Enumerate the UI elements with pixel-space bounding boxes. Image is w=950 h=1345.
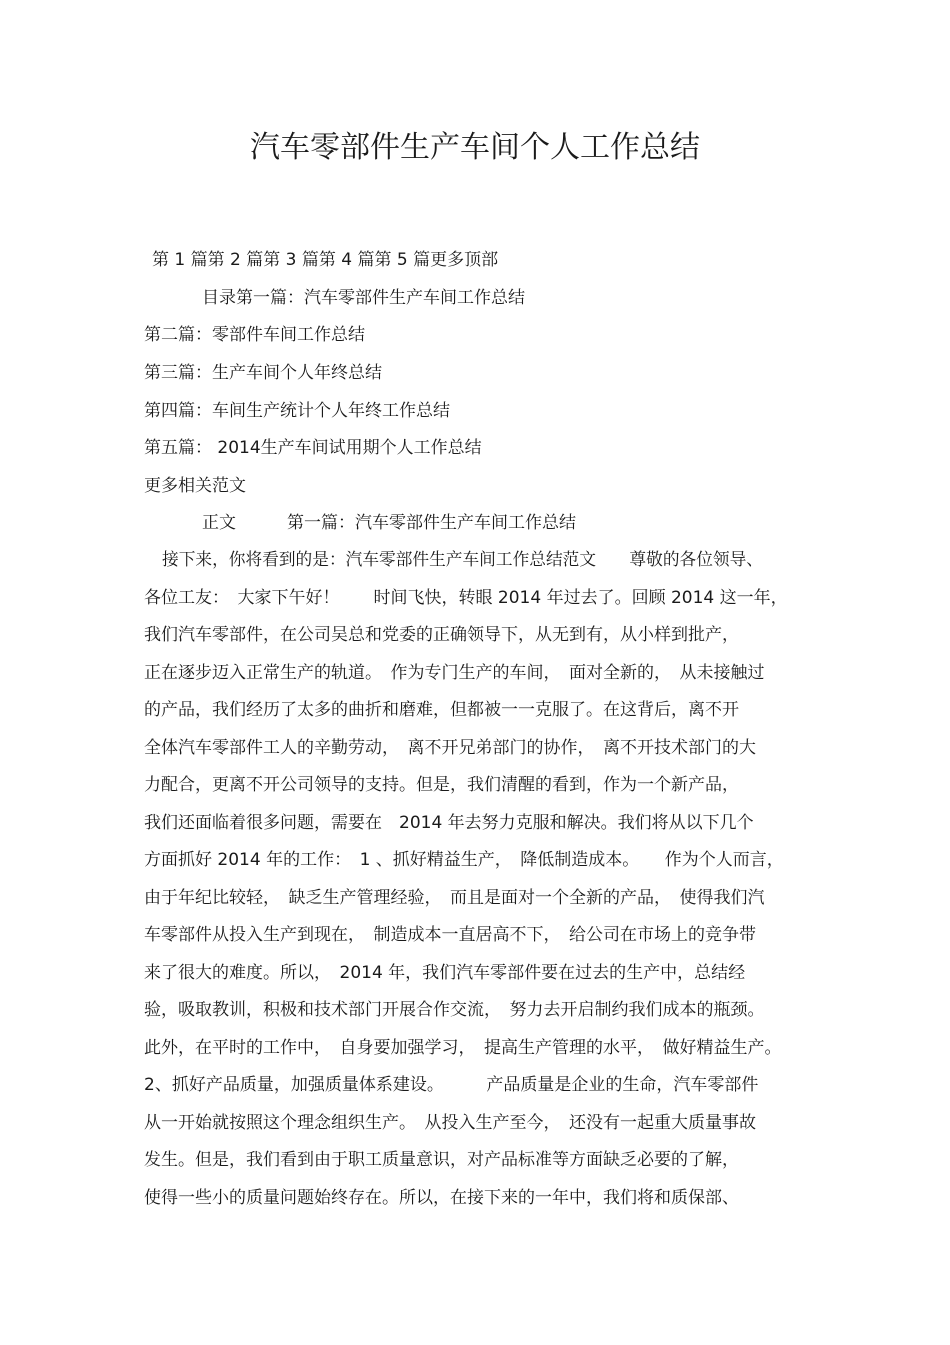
body-line: 全体汽车零部件工人的辛勤劳动， 离不开兄弟部门的协作， 离不开技术部门的大	[144, 738, 756, 758]
body-line: 验，吸取教训，积极和技术部门开展合作交流， 努力去开启制约我们成本的瓶颈。	[144, 1000, 765, 1020]
body-line: 各位工友： 大家下午好！ 时间飞快，转眼 2014 年过去了。回顾 2014 这一年，	[144, 588, 788, 608]
document-title: 汽车零部件生产车间个人工作总结	[250, 130, 700, 165]
body-line: 发生。但是，我们看到由于职工质量意识，对产品标准等方面缺乏必要的了解，	[144, 1150, 739, 1170]
toc-item[interactable]: 第三篇：生产车间个人年终总结	[144, 363, 382, 383]
body-line: 2、抓好产品质量，加强质量体系建设。 产品质量是企业的生命，汽车零部件	[144, 1075, 759, 1095]
body-line: 由于年纪比较轻， 缺乏生产管理经验， 而且是面对一个全新的产品， 使得我们汽	[144, 888, 765, 908]
body-line: 此外，在平时的工作中， 自身要加强学习， 提高生产管理的水平， 做好精益生产。	[144, 1038, 782, 1058]
body-line: 接下来，你将看到的是：汽车零部件生产车间工作总结范文 尊敬的各位领导、	[162, 550, 763, 570]
body-line: 的产品，我们经历了太多的曲折和磨难，但都被一一克服了。在这背后，离不开	[144, 700, 739, 720]
body-line: 车零部件从投入生产到现在， 制造成本一直居高不下， 给公司在市场上的竞争带	[144, 925, 756, 945]
body-line: 我们还面临着很多问题，需要在 2014 年去努力克服和解决。我们将从以下几个	[144, 813, 754, 833]
section-heading: 正文 第一篇：汽车零部件生产车间工作总结	[202, 513, 576, 533]
body-line: 从一开始就按照这个理念组织生产。 从投入生产至今， 还没有一起重大质量事故	[144, 1113, 756, 1133]
section-nav-links[interactable]: 第 1 篇第 2 篇第 3 篇第 4 篇第 5 篇更多顶部	[152, 250, 499, 270]
body-line: 力配合，更离不开公司领导的支持。但是，我们清醒的看到，作为一个新产品，	[144, 775, 739, 795]
body-line: 正在逐步迈入正常生产的轨道。 作为专门生产的车间， 面对全新的， 从未接触过	[144, 663, 765, 683]
more-related-link[interactable]: 更多相关范文	[144, 476, 246, 496]
body-line: 方面抓好 2014 年的工作： 1 、抓好精益生产， 降低制造成本。 作为个人而言，	[144, 850, 784, 870]
toc-item[interactable]: 第四篇：车间生产统计个人年终工作总结	[144, 401, 450, 421]
toc-item[interactable]: 第二篇：零部件车间工作总结	[144, 325, 365, 345]
body-line: 来了很大的难度。所以， 2014 年，我们汽车零部件要在过去的生产中，总结经	[144, 963, 746, 983]
body-line: 我们汽车零部件，在公司吴总和党委的正确领导下，从无到有，从小样到批产，	[144, 625, 739, 645]
body-line: 使得一些小的质量问题始终存在。所以，在接下来的一年中，我们将和质保部、	[144, 1188, 739, 1208]
toc-heading: 目录第一篇：汽车零部件生产车间工作总结	[202, 288, 525, 308]
toc-item[interactable]: 第五篇： 2014生产车间试用期个人工作总结	[144, 438, 482, 458]
